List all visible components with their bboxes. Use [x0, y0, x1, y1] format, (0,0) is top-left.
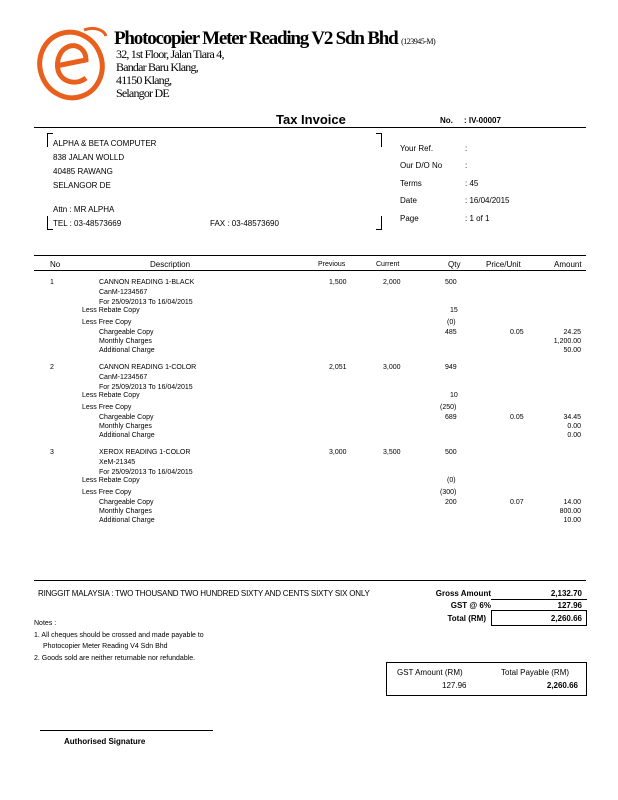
monthly-label: Monthly Charges — [99, 423, 152, 430]
free-value: (300) — [440, 489, 457, 496]
bracket — [47, 133, 53, 134]
chargeable-value: 200 — [445, 499, 457, 506]
item-period: For 25/09/2013 To 16/04/2015 — [99, 469, 193, 476]
item-current: 3,500 — [383, 449, 401, 456]
your-ref-value: : — [465, 144, 468, 153]
summary-gst-value: 127.96 — [442, 681, 467, 690]
monthly-amount: 1,200.00 — [553, 338, 581, 345]
customer-fax: FAX : 03-48573690 — [210, 219, 279, 228]
chargeable-label: Chargeable Copy — [99, 414, 154, 421]
company-address-line: Bandar Baru Klang, — [116, 60, 198, 74]
our-do-value: : — [465, 161, 468, 171]
col-amount-header: Amount — [554, 260, 582, 269]
price-value: 0.07 — [510, 499, 524, 506]
gross-rule — [491, 599, 587, 600]
rebate-value: 10 — [450, 392, 458, 399]
date-value: : 16/04/2015 — [465, 196, 510, 206]
item-previous: 3,000 — [329, 449, 347, 456]
free-label: Less Free Copy — [82, 319, 132, 326]
additional-label: Additional Charge — [99, 517, 155, 524]
gst-value: 127.96 — [557, 601, 582, 610]
title-divider — [34, 127, 586, 128]
item-serial: CanM-1234567 — [99, 374, 148, 381]
customer-address-line: 838 JALAN WOLLD — [53, 153, 125, 162]
bracket — [47, 229, 53, 230]
terms-value: : 45 — [465, 178, 479, 188]
item-name: CANNON READING 1-BLACK — [99, 279, 195, 286]
bracket — [47, 133, 48, 147]
date-label: Date — [400, 196, 417, 206]
invoice-no: : IV-00007 — [464, 116, 501, 125]
col-description-header: Description — [150, 260, 191, 269]
meta-labels — [400, 140, 442, 227]
col-current-header: Current — [376, 261, 400, 268]
item-period: For 25/09/2013 To 16/04/2015 — [99, 299, 193, 306]
additional-amount: 0.00 — [567, 432, 581, 439]
additional-amount: 50.00 — [563, 347, 581, 354]
summary-payable-value: 2,260.66 — [546, 681, 578, 690]
item-no: 3 — [50, 449, 54, 456]
item-serial: XeM-21345 — [99, 459, 136, 466]
item-previous: 2,051 — [329, 364, 347, 371]
customer-address-line: SELANGOR DE — [53, 181, 111, 190]
free-label: Less Free Copy — [82, 404, 132, 411]
free-label: Less Free Copy — [82, 489, 132, 496]
additional-amount: 10.00 — [563, 517, 581, 524]
customer-attn: Attn : MR ALPHA — [53, 205, 115, 214]
monthly-label: Monthly Charges — [99, 508, 152, 515]
document-title: Tax Invoice — [276, 112, 346, 127]
monthly-label: Monthly Charges — [99, 338, 152, 345]
meta-values — [465, 140, 509, 227]
company-address — [116, 48, 224, 100]
bracket — [376, 229, 382, 230]
col-no-header: No — [50, 260, 61, 269]
company-address-line: Selangor DE — [116, 86, 169, 100]
item-qty: 949 — [445, 364, 457, 371]
price-value: 0.05 — [510, 414, 524, 421]
table-bottom-rule — [34, 580, 586, 581]
additional-label: Additional Charge — [99, 347, 155, 354]
rebate-label: Less Rebate Copy — [82, 307, 140, 314]
amount-in-words: RINGGIT MALAYSIA : TWO THOUSAND TWO HUNDRED SIXTY AND CENTS SIXTY SIX ONLY — [38, 589, 370, 598]
gross-amount-value: 2,132.70 — [550, 589, 582, 598]
chargeable-amount: 34.45 — [563, 414, 581, 421]
your-ref-label: Your Ref. — [400, 144, 434, 153]
company-name-text: Photocopier Meter Reading V2 Sdn Bhd — [114, 28, 398, 49]
item-qty: 500 — [445, 449, 457, 456]
col-price-header: Price/Unit — [486, 260, 521, 269]
item-qty: 500 — [445, 279, 457, 286]
authorised-signature: Authorised Signature — [64, 737, 146, 746]
gst-label: GST @ 6% — [450, 601, 491, 610]
rebate-value: 15 — [450, 307, 458, 314]
bracket — [47, 216, 48, 230]
chargeable-label: Chargeable Copy — [99, 499, 154, 506]
note-line: 2. Goods sold are neither returnable nor refundable. — [34, 654, 196, 662]
item-no: 1 — [50, 279, 54, 286]
item-serial: CanM-1234567 — [99, 289, 148, 296]
table-header — [0, 260, 618, 270]
summary-box — [386, 662, 587, 696]
company-logo — [34, 22, 110, 104]
note-line: Photocopier Meter Reading V4 Sdn Bhd — [43, 643, 168, 650]
customer-tel: TEL : 03-48573669 — [53, 219, 122, 228]
summary-payable-label: Total Payable (RM) — [501, 668, 570, 677]
item-current: 3,000 — [383, 364, 401, 371]
total-box — [491, 610, 587, 626]
col-qty-header: Qty — [448, 260, 461, 269]
gross-amount-label: Gross Amount — [435, 589, 491, 598]
chargeable-value: 485 — [445, 329, 457, 336]
item-period: For 25/09/2013 To 16/04/2015 — [99, 384, 193, 391]
total-label: Total (RM) — [447, 614, 486, 623]
page-value: : 1 of 1 — [465, 213, 490, 223]
free-value: (250) — [440, 404, 457, 411]
bracket — [381, 133, 382, 147]
customer-block — [53, 137, 156, 193]
terms-label: Terms — [400, 178, 422, 188]
page-label: Page — [400, 213, 419, 223]
col-previous-header: Previous — [318, 261, 346, 268]
table-top-rule — [34, 255, 586, 256]
signature-line — [40, 730, 213, 731]
item-current: 2,000 — [383, 279, 401, 286]
bracket — [381, 216, 382, 230]
bracket — [376, 133, 382, 134]
item-previous: 1,500 — [329, 279, 347, 286]
item-name: XEROX READING 1-COLOR — [99, 449, 191, 456]
note-line: 1. All cheques should be crossed and made payable to — [34, 631, 204, 639]
monthly-amount: 0.00 — [567, 423, 581, 430]
rebate-value: (0) — [447, 477, 456, 484]
item-no: 2 — [50, 364, 54, 371]
chargeable-amount: 24.25 — [563, 329, 581, 336]
notes — [34, 620, 204, 663]
notes-heading: Notes : — [34, 620, 57, 627]
additional-label: Additional Charge — [99, 432, 155, 439]
rebate-label: Less Rebate Copy — [82, 392, 140, 399]
company-address-line: 32, 1st Floor, Jalan Tiara 4, — [116, 47, 224, 61]
customer-name: ALPHA & BETA COMPUTER — [53, 139, 157, 148]
company-reg-no: (123945-M) — [401, 37, 436, 46]
our-do-label: Our D/O No — [400, 161, 443, 171]
monthly-amount: 800.00 — [559, 508, 581, 515]
invoice-no-label: No. — [440, 116, 453, 125]
rebate-label: Less Rebate Copy — [82, 477, 140, 484]
total-value: 2,260.66 — [550, 614, 582, 623]
chargeable-label: Chargeable Copy — [99, 329, 154, 336]
chargeable-value: 689 — [445, 414, 457, 421]
item-name: CANNON READING 1-COLOR — [99, 364, 197, 371]
customer-address-line: 40485 RAWANG — [53, 167, 113, 176]
price-value: 0.05 — [510, 329, 524, 336]
free-value: (0) — [447, 319, 456, 326]
company-address-line: 41150 Klang, — [116, 73, 172, 87]
table-header-rule — [34, 270, 586, 271]
chargeable-amount: 14.00 — [563, 499, 581, 506]
summary-gst-label: GST Amount (RM) — [397, 668, 463, 677]
